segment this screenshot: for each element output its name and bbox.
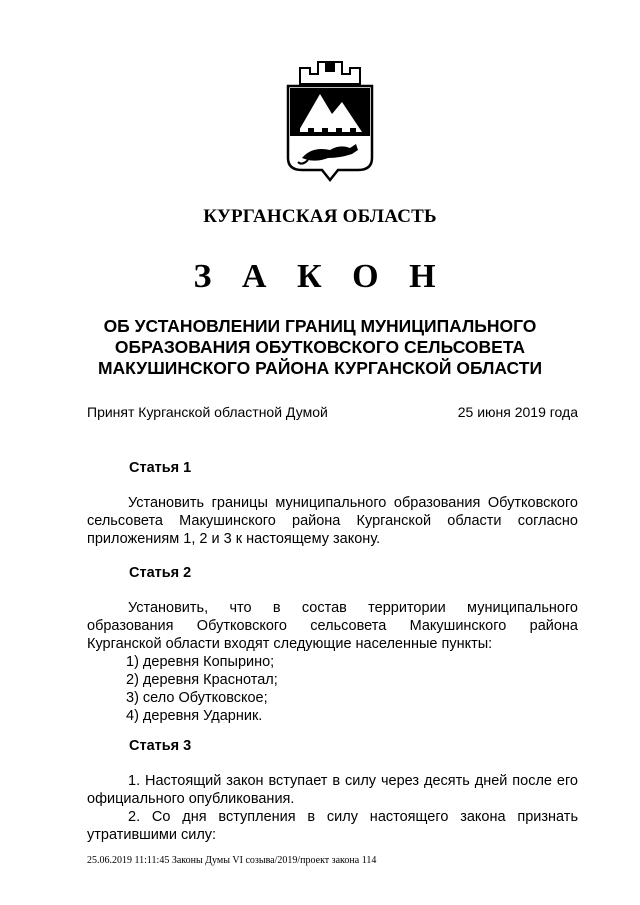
adoption-date: 25 июня 2019 года	[457, 404, 578, 420]
law-title	[60, 316, 580, 379]
footer-file-path: 25.06.2019 11:11:45 Законы Думы VI созыва/2019/проект закона 114	[87, 855, 377, 866]
article-1-heading: Статья 1	[129, 460, 192, 476]
list-item: 3) село Обутковское;	[126, 690, 268, 706]
list-item: 1) деревня Копырино;	[126, 654, 275, 670]
list-item: 2) деревня Краснотал;	[126, 672, 278, 688]
article-2-heading: Статья 2	[129, 565, 192, 581]
article-3-paragraph-1: 1. Настоящий закон вступает в силу через десять дней после его официального опубликования.	[87, 773, 578, 807]
article-1-text: Установить границы муниципального образования Обутковского сельсовета Макушинского района Курганской области согласно приложениям 1, 2 и 3 к настоящему закону.	[87, 495, 578, 547]
list-item: 4) деревня Ударник.	[126, 708, 263, 724]
document-type-heading: З А К О Н	[193, 258, 447, 295]
adopted-by: Принят Курганской областной Думой	[87, 404, 328, 420]
law-title-line: МАКУШИНСКОГО РАЙОНА КУРГАНСКОЙ ОБЛАСТИ	[97, 358, 543, 378]
law-title-line: ОБРАЗОВАНИЯ ОБУТКОВСКОГО СЕЛЬСОВЕТА	[114, 337, 526, 357]
article-3-heading: Статья 3	[129, 738, 192, 754]
article-2-text: Установить, что в состав территории муниципального образования Обутковского сельсовета Макушинского района Курганской области входят следующие населенные пункты:	[87, 600, 578, 652]
law-title-line: ОБ УСТАНОВЛЕНИИ ГРАНИЦ МУНИЦИПАЛЬНОГО	[103, 316, 537, 336]
region-heading: КУРГАНСКАЯ ОБЛАСТЬ	[203, 206, 437, 227]
coat-of-arms-icon	[278, 58, 382, 188]
article-3-paragraph-2: 2. Со дня вступления в силу настоящего закона признать утратившими силу:	[87, 809, 578, 843]
